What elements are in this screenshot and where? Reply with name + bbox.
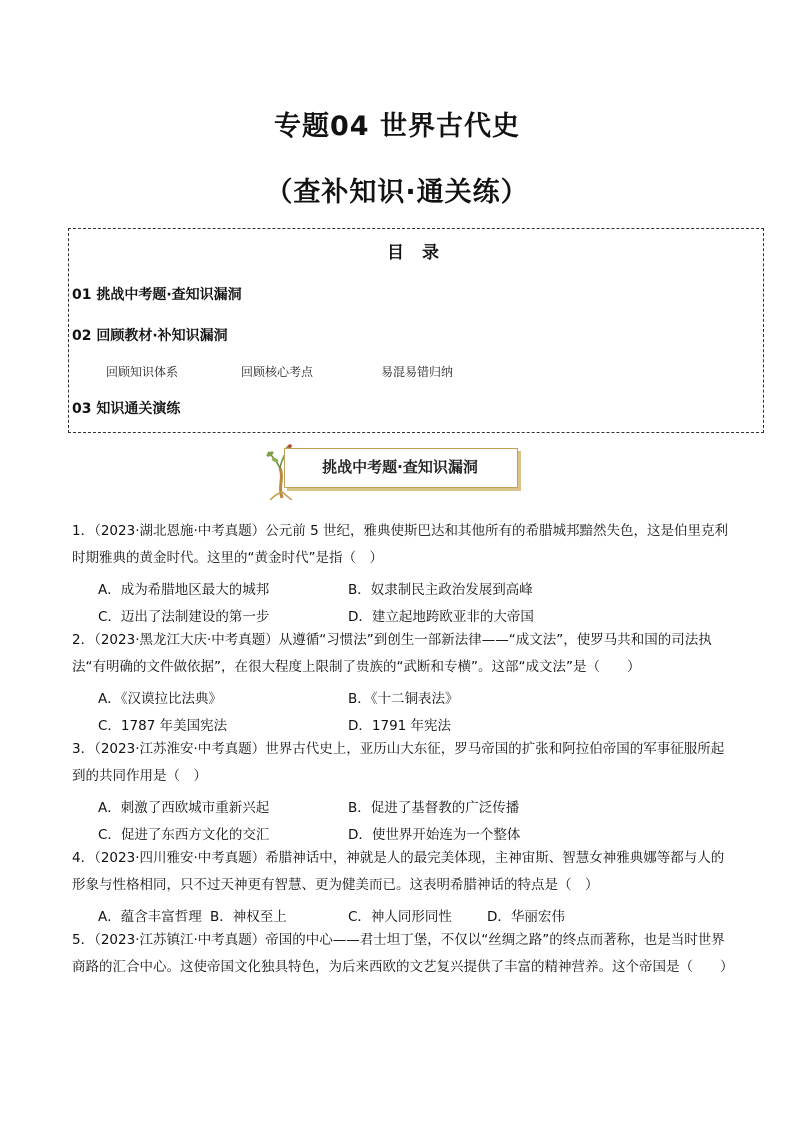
question-2-option-c[interactable]: C．1787 年美国宪法 (98, 718, 228, 734)
toc-item-2[interactable]: 02 回顾教材·补知识漏洞 (72, 328, 228, 344)
question-5-stem: 5．（2023·江苏镇江·中考真题）帝国的中心——君士坦丁堡，不仅以“丝绸之路”的终点而著称，也是当时世界商路的汇合中心。这使帝国文化独具特色，为后来西欧的文艺复兴提供了丰富的精神营养。这个帝国是（ ） (72, 932, 734, 975)
question-4-stem: 4．（2023·四川雅安·中考真题）希腊神话中，神就是人的最完美体现，主神宙斯、智慧女神雅典娜等都与人的形象与性格相同，只不过天神更有智慧、更为健美而已。这表明希腊神话的特点是（ ） (72, 850, 725, 893)
question-1-stem: 1．（2023·湖北恩施·中考真题）公元前 5 世纪，雅典使斯巴达和其他所有的希腊城邦黯然失色，这是伯里克利时期雅典的黄金时代。这里的“黄金时代”是指（ ） (72, 523, 728, 566)
toc-sub-item-1[interactable]: 回顾知识体系 (106, 365, 179, 379)
table-of-contents (68, 228, 764, 433)
question-1-option-b[interactable]: B．奴隶制民主政治发展到高峰 (348, 582, 533, 598)
page-subtitle: （查补知识·通关练） (265, 177, 529, 208)
section-banner (262, 442, 528, 500)
toc-sub-item-2[interactable]: 回顾核心考点 (241, 365, 314, 379)
toc-sub-item-3[interactable]: 易混易错归纳 (381, 365, 454, 379)
question-3-option-d[interactable]: D．使世界开始连为一个整体 (348, 827, 521, 843)
page-title: 专题04 世界古代史 (274, 111, 520, 142)
question-2-option-a[interactable]: A．《汉谟拉比法典》 (98, 691, 222, 707)
question-3-option-a[interactable]: A．刺激了西欧城市重新兴起 (98, 800, 270, 816)
question-4-option-a[interactable]: A．蕴含丰富哲理 (98, 909, 202, 925)
banner-label: 挑战中考题·查知识漏洞 (322, 458, 478, 476)
question-3-option-b[interactable]: B．促进了基督教的广泛传播 (348, 800, 520, 816)
question-2-option-d[interactable]: D．1791 年宪法 (348, 718, 452, 734)
question-4-option-d[interactable]: D．华丽宏伟 (487, 909, 565, 925)
question-3-option-c[interactable]: C．促进了东西方文化的交汇 (98, 827, 270, 843)
toc-item-1[interactable]: 01 挑战中考题·查知识漏洞 (72, 287, 242, 303)
question-1-option-a[interactable]: A．成为希腊地区最大的城邦 (98, 582, 270, 598)
question-4-option-c[interactable]: C．神人同形同性 (348, 909, 452, 925)
toc-title: 目 录 (387, 243, 445, 263)
question-3-stem: 3．（2023·江苏淮安·中考真题）世界古代史上，亚历山大东征，罗马帝国的扩张和阿拉伯帝国的军事征服所起到的共同作用是（ ） (72, 741, 725, 784)
question-1-option-c[interactable]: C．迈出了法制建设的第一步 (98, 609, 270, 625)
question-2-stem: 2．（2023·黑龙江大庆·中考真题）从遵循“习惯法”到创生一部新法律——“成文法”，使罗马共和国的司法执法“有明确的文件做依据”，在很大程度上限制了贵族的“武断和专横”。这部“成文法”是（ ） (72, 632, 712, 675)
question-4-option-b[interactable]: B．神权至上 (210, 909, 287, 925)
question-2-option-b[interactable]: B．《十二铜表法》 (348, 691, 459, 707)
toc-item-3[interactable]: 03 知识通关演练 (72, 401, 181, 417)
question-1-option-d[interactable]: D．建立起地跨欧亚非的大帝国 (348, 609, 534, 625)
